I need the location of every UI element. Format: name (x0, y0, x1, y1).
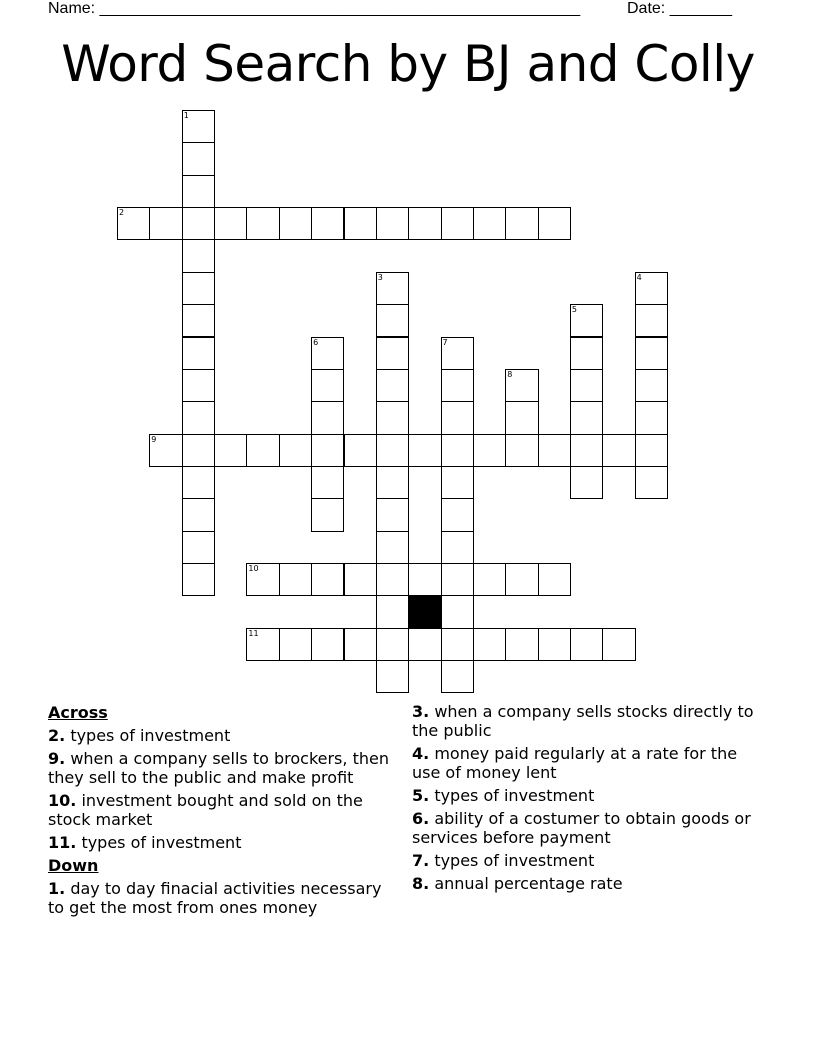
grid-cell[interactable] (344, 207, 377, 240)
cell-number: 6 (313, 337, 319, 347)
clue-text: day to day finacial activities necessary to get the most from ones money (48, 879, 382, 917)
grid-cell[interactable] (311, 207, 344, 240)
grid-cell[interactable] (635, 466, 668, 499)
clue-across-10 (48, 791, 393, 829)
grid-cell[interactable] (376, 207, 409, 240)
grid-cell[interactable] (408, 563, 441, 596)
grid-cell[interactable] (279, 434, 312, 467)
grid-cell[interactable] (635, 369, 668, 402)
grid-cell[interactable] (182, 531, 215, 564)
grid-cell[interactable] (376, 466, 409, 499)
grid-cell[interactable] (279, 628, 312, 661)
down-heading: Down (48, 856, 99, 875)
cell-number: 8 (507, 369, 513, 379)
grid-cell[interactable] (441, 498, 474, 531)
clue-text: ability of a costumer to obtain goods or services before payment (412, 809, 751, 847)
grid-cell[interactable] (570, 304, 603, 337)
cell-number: 10 (248, 563, 259, 573)
grid-cell[interactable] (376, 369, 409, 402)
grid-cell[interactable] (117, 207, 150, 240)
grid-cell[interactable] (505, 207, 538, 240)
grid-cell[interactable] (635, 401, 668, 434)
grid-cell[interactable] (182, 563, 215, 596)
grid-cell[interactable] (311, 401, 344, 434)
clue-number: 3. (412, 702, 430, 721)
grid-cell[interactable] (505, 401, 538, 434)
grid-cell[interactable] (376, 304, 409, 337)
cell-number: 1 (183, 111, 189, 120)
grid-cell[interactable] (311, 337, 344, 370)
grid-cell[interactable] (376, 434, 409, 467)
cell-number: 3 (377, 272, 383, 282)
grid-cell[interactable] (635, 337, 668, 370)
clue-number: 9. (48, 749, 66, 768)
grid-cell[interactable] (408, 628, 441, 661)
cell-number: 2 (119, 208, 125, 218)
grid-cell[interactable] (182, 337, 215, 370)
grid-cell[interactable] (602, 628, 635, 661)
cell-number: 9 (151, 434, 157, 444)
grid-cell[interactable] (311, 369, 344, 402)
grid-cell[interactable] (635, 304, 668, 337)
clue-across-2 (48, 726, 393, 745)
grid-cell[interactable] (279, 563, 312, 596)
grid-cell[interactable] (570, 337, 603, 370)
grid-cell[interactable] (182, 175, 215, 208)
clue-down-4 (412, 744, 757, 782)
grid-cell[interactable] (246, 207, 279, 240)
grid-cell[interactable] (441, 369, 474, 402)
clue-number: 5. (412, 786, 430, 805)
grid-cell[interactable] (570, 628, 603, 661)
grid-cell[interactable] (311, 434, 344, 467)
clue-text: types of investment (434, 851, 595, 870)
grid-cell[interactable] (182, 434, 215, 467)
clue-down-3 (412, 702, 757, 740)
grid-cell[interactable] (473, 563, 506, 596)
name-field: Name: ______________________________________________________ (48, 0, 581, 17)
clue-down-6 (412, 809, 757, 847)
grid-cell[interactable] (376, 563, 409, 596)
grid-cell[interactable] (570, 434, 603, 467)
clue-number: 6. (412, 809, 430, 828)
grid-cell[interactable] (441, 434, 474, 467)
grid-cell[interactable] (376, 628, 409, 661)
grid-cell[interactable] (441, 660, 474, 693)
grid-cell[interactable] (311, 628, 344, 661)
clue-text: types of investment (434, 786, 595, 805)
clue-number: 8. (412, 874, 430, 893)
date-field: Date: _______ (627, 0, 732, 17)
black-cell (408, 595, 441, 628)
grid-cell[interactable] (441, 628, 474, 661)
clue-text: annual percentage rate (434, 874, 623, 893)
grid-cell[interactable] (505, 563, 538, 596)
clue-number: 7. (412, 851, 430, 870)
grid-cell[interactable] (182, 401, 215, 434)
clue-across-11 (48, 833, 393, 852)
grid-cell[interactable] (505, 369, 538, 402)
grid-cell[interactable] (376, 660, 409, 693)
grid-cell[interactable] (376, 272, 409, 305)
grid-cell[interactable] (182, 498, 215, 531)
cell-number: 7 (442, 337, 448, 347)
grid-cell[interactable] (182, 304, 215, 337)
grid-cell[interactable] (376, 337, 409, 370)
cell-number: 4 (636, 272, 642, 282)
grid-cell[interactable] (473, 434, 506, 467)
grid-cell[interactable] (570, 369, 603, 402)
clues-left-column (48, 702, 393, 921)
grid-cell[interactable] (635, 434, 668, 467)
grid-cell[interactable] (505, 434, 538, 467)
page-title: Word Search by BJ and Colly (61, 35, 755, 93)
grid-cell[interactable] (182, 110, 215, 143)
clue-across-9 (48, 749, 393, 787)
grid-cell[interactable] (311, 498, 344, 531)
grid-cell[interactable] (635, 272, 668, 305)
grid-cell[interactable] (441, 563, 474, 596)
grid-cell[interactable] (344, 628, 377, 661)
clue-text: when a company sells to brockers, then they sell to the public and make profit (48, 749, 389, 787)
clue-text: investment bought and sold on the stock market (48, 791, 363, 829)
grid-cell[interactable] (376, 498, 409, 531)
clue-text: when a company sells stocks directly to the public (412, 702, 754, 740)
grid-cell[interactable] (538, 563, 571, 596)
cell-number: 5 (571, 305, 577, 315)
grid-cell[interactable] (182, 239, 215, 272)
grid-cell[interactable] (182, 207, 215, 240)
clue-down-7 (412, 851, 757, 870)
clue-text: types of investment (81, 833, 242, 852)
grid-cell[interactable] (538, 434, 571, 467)
grid-cell[interactable] (376, 595, 409, 628)
grid-cell[interactable] (214, 434, 247, 467)
grid-cell[interactable] (149, 434, 182, 467)
grid-cell[interactable] (279, 207, 312, 240)
grid-cell[interactable] (344, 434, 377, 467)
clue-number: 2. (48, 726, 66, 745)
grid-cell[interactable] (441, 337, 474, 370)
clue-number: 10. (48, 791, 77, 810)
grid-cell[interactable] (505, 628, 538, 661)
clue-down-8 (412, 874, 757, 893)
grid-cell[interactable] (311, 466, 344, 499)
grid-cell[interactable] (473, 628, 506, 661)
clue-text: types of investment (70, 726, 231, 745)
grid-cell[interactable] (602, 434, 635, 467)
grid-cell[interactable] (246, 628, 279, 661)
grid-cell[interactable] (441, 207, 474, 240)
clue-number: 11. (48, 833, 77, 852)
grid-cell[interactable] (246, 434, 279, 467)
clue-down-5 (412, 786, 757, 805)
grid-cell[interactable] (376, 401, 409, 434)
grid-cell[interactable] (570, 466, 603, 499)
grid-cell[interactable] (182, 466, 215, 499)
grid-cell[interactable] (182, 272, 215, 305)
grid-cell[interactable] (473, 207, 506, 240)
grid-cell[interactable] (441, 401, 474, 434)
across-heading: Across (48, 703, 108, 722)
grid-cell[interactable] (376, 531, 409, 564)
grid-cell[interactable] (149, 207, 182, 240)
grid-cell[interactable] (441, 595, 474, 628)
clue-text: money paid regularly at a rate for the use of money lent (412, 744, 738, 782)
clue-down-1 (48, 879, 393, 917)
clues-right-column (412, 702, 757, 897)
grid-cell[interactable] (408, 434, 441, 467)
grid-cell[interactable] (408, 207, 441, 240)
grid-cell[interactable] (246, 563, 279, 596)
grid-cell[interactable] (441, 531, 474, 564)
clue-number: 1. (48, 879, 66, 898)
grid-cell[interactable] (570, 401, 603, 434)
grid-cell[interactable] (182, 369, 215, 402)
grid-cell[interactable] (441, 466, 474, 499)
grid-cell[interactable] (344, 563, 377, 596)
grid-cell[interactable] (182, 142, 215, 175)
grid-cell[interactable] (214, 207, 247, 240)
grid-cell[interactable] (538, 207, 571, 240)
grid-cell[interactable] (311, 563, 344, 596)
grid-cell[interactable] (538, 628, 571, 661)
clue-number: 4. (412, 744, 430, 763)
cell-number: 11 (248, 628, 259, 638)
